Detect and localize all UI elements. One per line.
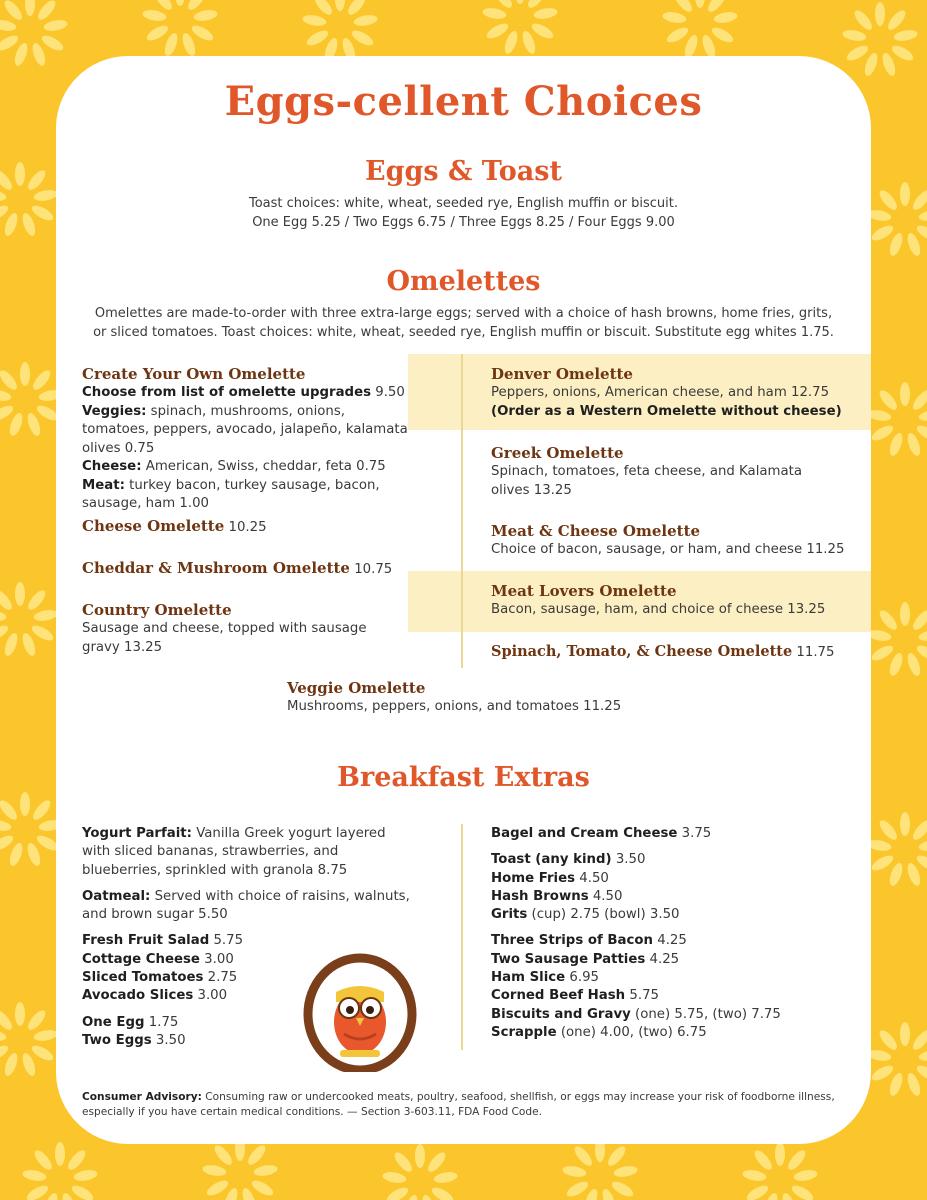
eggs-toast-line1: Toast choices: white, wheat, seeded rye, English muffin or biscuit. (249, 196, 678, 211)
item-name: Country Omelette (82, 601, 232, 619)
omelettes-intro (76, 304, 851, 342)
item-name: Greek Omelette (491, 444, 624, 462)
item-desc: Choice of bacon, sausage, or ham, and cheese 11.25 (491, 542, 845, 557)
list-item: Home Fries 4.50 (491, 870, 609, 886)
list-item: Corned Beef Hash 5.75 (491, 988, 659, 1004)
menu-item-spinach-tomato-cheese (491, 642, 866, 663)
item-line: Cheese: American, Swiss, cheddar, feta 0.75 (82, 459, 386, 474)
item-name: Create Your Own Omelette (82, 365, 306, 383)
list-item: Hash Browns 4.50 (491, 888, 623, 904)
extras-column-divider (461, 824, 463, 1050)
list-item: Toast (any kind) 3.50 (491, 852, 646, 868)
item-name: Cheese Omelette (82, 517, 225, 535)
page-title: Eggs-cellent Choices (224, 78, 703, 125)
item-price: 10.75 (349, 562, 393, 577)
item-line: Meat: turkey bacon, turkey sausage, bacon, sausage, ham 1.00 (82, 477, 380, 511)
item-desc: Spinach, tomatoes, feta cheese, and Kalamata olives 13.25 (491, 464, 802, 498)
menu-item-greek-omelette (491, 443, 831, 500)
item-desc: Peppers, onions, American cheese, and ham 12.75 (491, 385, 830, 400)
list-item: Cottage Cheese 3.00 (82, 951, 234, 967)
menu-item-country-omelette (82, 600, 382, 657)
menu-item-denver-omelette (491, 364, 861, 421)
list-item: Grits (cup) 2.75 (bowl) 3.50 (491, 907, 680, 923)
item-price: 11.75 (792, 645, 835, 660)
list-item: Scrapple (one) 4.00, (two) 6.75 (491, 1024, 707, 1040)
item-note: (Order as a Western Omelette without cheese) (491, 403, 842, 419)
omelettes-heading: Omelettes (386, 266, 541, 297)
item-name: Meat & Cheese Omelette (491, 522, 701, 540)
item-line: Veggies: spinach, mushrooms, onions, tomatoes, peppers, avocado, jalapeño, kalamata olives 0.75 (82, 403, 408, 456)
extras-oatmeal: Oatmeal: Served with choice of raisins, walnuts, and brown sugar 5.50 (82, 888, 410, 923)
item-price: 10.25 (224, 520, 267, 535)
list-item: Biscuits and Gravy (one) 5.75, (two) 7.75 (491, 1006, 781, 1022)
extras-yogurt-parfait: Yogurt Parfait: Vanilla Greek yogurt layered with sliced bananas, strawberries, and blueberries, sprinkled with granola 8.75 (82, 826, 386, 878)
item-name: Veggie Omelette (287, 679, 426, 697)
item-desc: Bacon, sausage, ham, and choice of cheese 13.25 (491, 602, 826, 617)
item-name: Spinach, Tomato, & Cheese Omelette (491, 643, 793, 660)
menu-item-meat-cheese-omelette (491, 521, 861, 560)
eggs-toast-heading: Eggs & Toast (365, 156, 562, 187)
owl-logo-icon (300, 952, 420, 1072)
eggs-toast-line2: One Egg 5.25 / Two Eggs 6.75 / Three Eggs 8.25 / Four Eggs 9.00 (252, 215, 675, 230)
item-name: Denver Omelette (491, 365, 633, 383)
consumer-advisory: Consumer Advisory: Consuming raw or undercooked meats, poultry, seafood, shellfish, or eggs may increase your risk of foodborne illness, especially if you have certain medical conditions. — Section 3-603.11, FDA Food Code. (82, 1091, 835, 1118)
item-name: Meat Lovers Omelette (491, 582, 677, 600)
item-line: Choose from list of omelette upgrades 9.50 (82, 385, 405, 400)
list-item: Two Sausage Patties 4.25 (491, 951, 680, 967)
menu-item-cheese-omelette (82, 516, 412, 538)
list-item: One Egg 1.75 (82, 1014, 179, 1030)
list-item: Sliced Tomatoes 2.75 (82, 970, 238, 986)
list-item: Fresh Fruit Salad 5.75 (82, 933, 244, 949)
menu-item-create-your-own (82, 364, 412, 514)
menu-card (56, 56, 871, 1144)
breakfast-extras-heading: Breakfast Extras (337, 762, 590, 793)
list-item: Bagel and Cream Cheese 3.75 (491, 826, 712, 841)
list-item: Two Eggs 3.50 (82, 1032, 186, 1048)
list-item: Three Strips of Bacon 4.25 (491, 933, 687, 949)
item-desc: Sausage and cheese, topped with sausage gravy 13.25 (82, 621, 367, 655)
menu-item-meat-lovers-omelette (491, 581, 861, 620)
eggs-toast-description (76, 194, 851, 232)
menu-item-veggie-omelette (287, 678, 687, 717)
omelettes-intro-line2: or sliced tomatoes. Toast choices: white, wheat, seeded rye, English muffin or biscuit. Substitute egg whites 1.75. (93, 325, 834, 340)
item-name: Cheddar & Mushroom Omelette (82, 559, 350, 577)
item-desc: Mushrooms, peppers, onions, and tomatoes 11.25 (287, 699, 622, 714)
omelettes-column-divider (461, 354, 463, 668)
menu-item-cheddar-mushroom (82, 558, 422, 580)
extras-right-column (491, 825, 861, 1042)
omelettes-intro-line1: Omelettes are made-to-order with three extra-large eggs; served with a choice of hash browns, home fries, grits, (94, 306, 833, 321)
list-item: Ham Slice 6.95 (491, 970, 600, 986)
list-item: Avocado Slices 3.00 (82, 988, 228, 1004)
